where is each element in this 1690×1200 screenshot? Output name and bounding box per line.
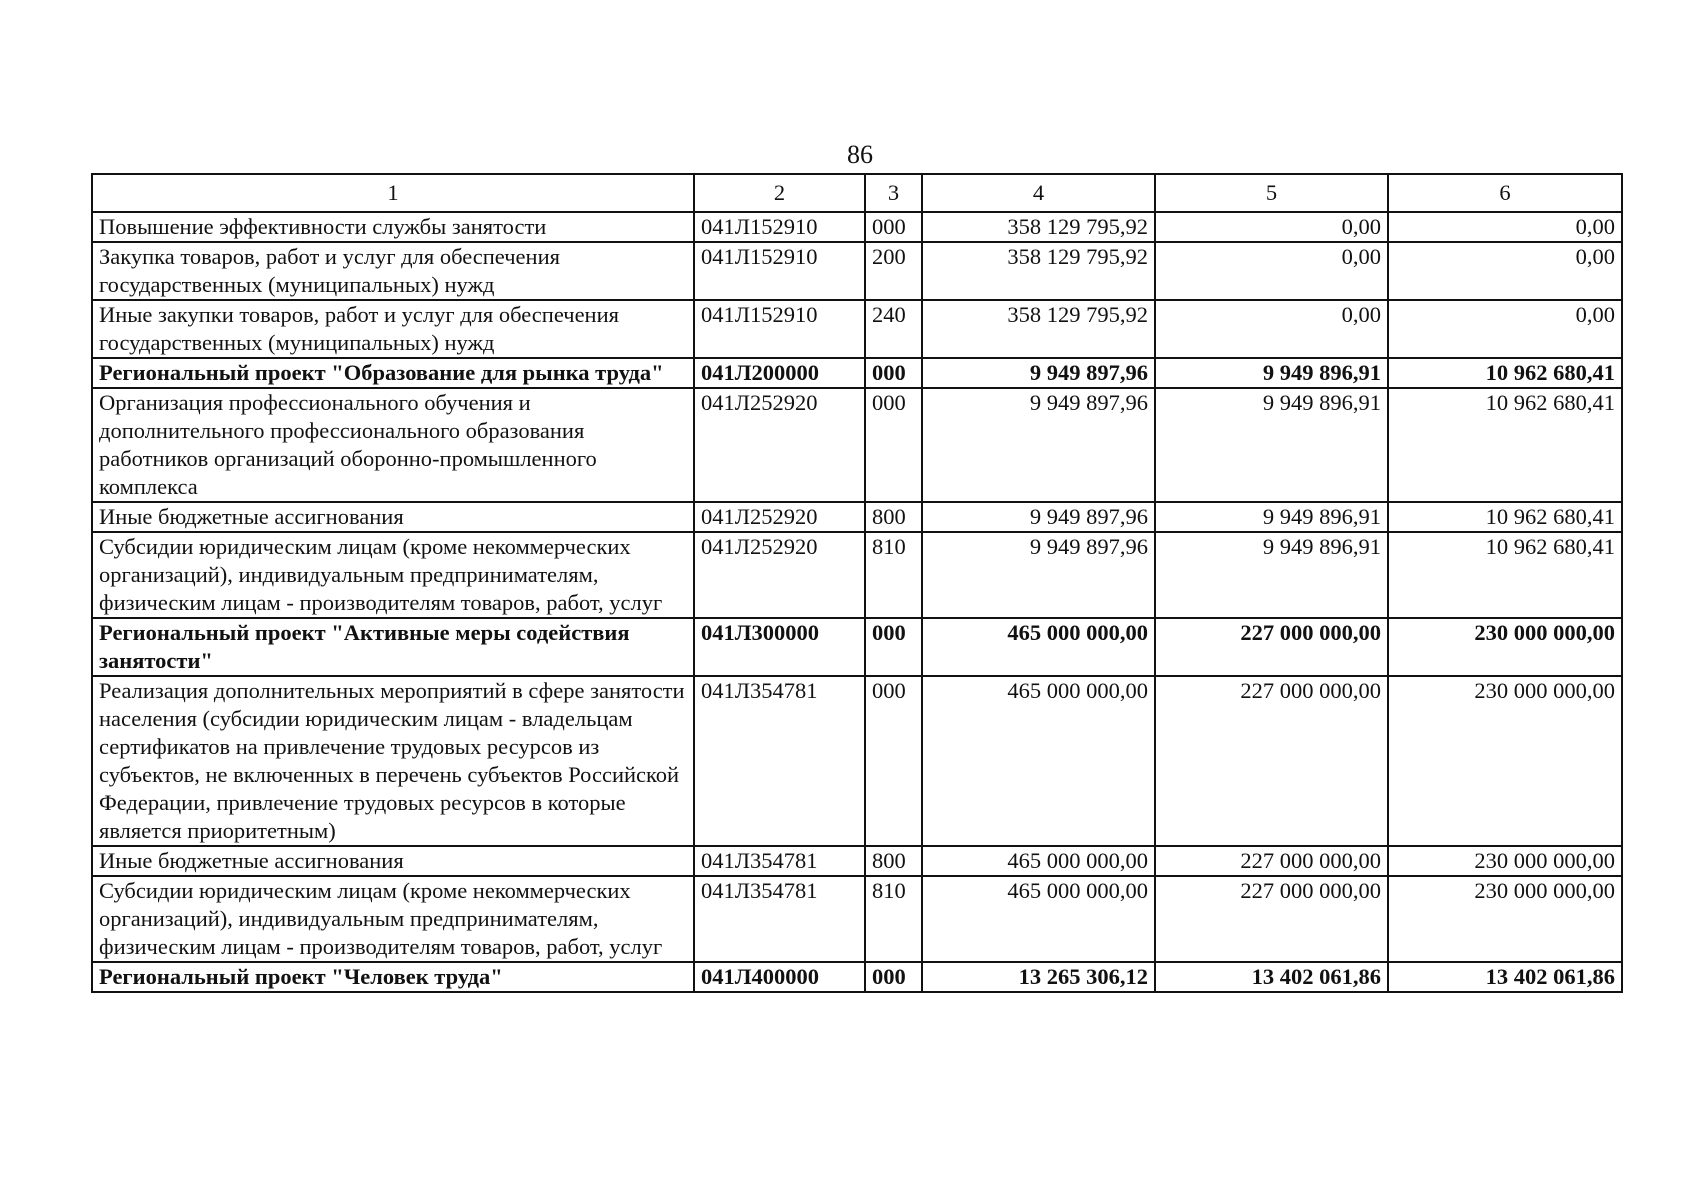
row-code: 041Л252920: [694, 502, 865, 532]
row-name: Субсидии юридическим лицам (кроме некоммерческих организаций), индивидуальным предпринимателям, физическим лицам - производителям товаров, работ, услуг: [92, 876, 694, 962]
row-name: Повышение эффективности службы занятости: [92, 212, 694, 242]
row-value-4: 465 000 000,00: [922, 618, 1155, 676]
row-value-4: 358 129 795,92: [922, 242, 1155, 300]
row-type: 000: [865, 388, 922, 502]
header-cell-3: 3: [865, 174, 922, 212]
row-value-5: 0,00: [1155, 242, 1388, 300]
table-row: [92, 242, 1622, 300]
table-row: [92, 876, 1622, 962]
row-type: 000: [865, 962, 922, 992]
header-cell-6: 6: [1388, 174, 1622, 212]
row-value-5: 227 000 000,00: [1155, 618, 1388, 676]
row-type: 000: [865, 212, 922, 242]
header-cell-4: 4: [922, 174, 1155, 212]
row-type: 200: [865, 242, 922, 300]
row-value-5: 227 000 000,00: [1155, 846, 1388, 876]
row-name: Региональный проект "Образование для рынка труда": [92, 358, 694, 388]
row-type: 240: [865, 300, 922, 358]
row-value-4: 9 949 897,96: [922, 358, 1155, 388]
row-type: 810: [865, 532, 922, 618]
row-type: 000: [865, 676, 922, 846]
row-value-6: 10 962 680,41: [1388, 502, 1622, 532]
budget-table: [91, 173, 1623, 993]
row-code: 041Л152910: [694, 242, 865, 300]
header-row: [92, 174, 1622, 212]
row-value-6: 13 402 061,86: [1388, 962, 1622, 992]
row-value-6: 0,00: [1388, 300, 1622, 358]
row-type: 800: [865, 502, 922, 532]
row-value-4: 13 265 306,12: [922, 962, 1155, 992]
row-value-5: 9 949 896,91: [1155, 502, 1388, 532]
row-code: 041Л400000: [694, 962, 865, 992]
row-type: 000: [865, 358, 922, 388]
row-name: Иные бюджетные ассигнования: [92, 502, 694, 532]
row-value-5: 9 949 896,91: [1155, 388, 1388, 502]
row-type: 800: [865, 846, 922, 876]
row-value-6: 230 000 000,00: [1388, 618, 1622, 676]
row-value-6: 230 000 000,00: [1388, 676, 1622, 846]
row-value-5: 13 402 061,86: [1155, 962, 1388, 992]
row-code: 041Л252920: [694, 388, 865, 502]
table-row-section: [92, 358, 1622, 388]
table-row: [92, 846, 1622, 876]
row-value-6: 230 000 000,00: [1388, 846, 1622, 876]
table-row: [92, 502, 1622, 532]
table-row-section: [92, 618, 1622, 676]
row-name: Организация профессионального обучения и дополнительного профессионального образования работников организаций оборонно-промышленного комплекса: [92, 388, 694, 502]
row-value-4: 465 000 000,00: [922, 676, 1155, 846]
row-name: Региональный проект "Человек труда": [92, 962, 694, 992]
header-cell-5: 5: [1155, 174, 1388, 212]
row-code: 041Л300000: [694, 618, 865, 676]
header-cell-1: 1: [92, 174, 694, 212]
row-name: Иные закупки товаров, работ и услуг для обеспечения государственных (муниципальных) нужд: [92, 300, 694, 358]
table-row: [92, 300, 1622, 358]
row-value-5: 9 949 896,91: [1155, 532, 1388, 618]
row-type: 000: [865, 618, 922, 676]
page-number: 86: [847, 140, 873, 169]
row-value-6: 0,00: [1388, 242, 1622, 300]
table-row-section: [92, 962, 1622, 992]
row-value-5: 227 000 000,00: [1155, 676, 1388, 846]
row-value-4: 9 949 897,96: [922, 532, 1155, 618]
row-name: Реализация дополнительных мероприятий в сфере занятости населения (субсидии юридическим лицам - владельцам сертификатов на привлечение трудовых ресурсов из субъектов, не включенных в перечень субъектов Российской Федерации, привлечение трудовых ресурсов в которые является приоритетным): [92, 676, 694, 846]
row-value-5: 9 949 896,91: [1155, 358, 1388, 388]
row-value-5: 0,00: [1155, 212, 1388, 242]
row-type: 810: [865, 876, 922, 962]
row-value-4: 358 129 795,92: [922, 212, 1155, 242]
table-row: [92, 676, 1622, 846]
row-name: Субсидии юридическим лицам (кроме некоммерческих организаций), индивидуальным предпринимателям, физическим лицам - производителям товаров, работ, услуг: [92, 532, 694, 618]
row-value-6: 10 962 680,41: [1388, 532, 1622, 618]
row-name: Региональный проект "Активные меры содействия занятости": [92, 618, 694, 676]
table-row: [92, 212, 1622, 242]
row-code: 041Л200000: [694, 358, 865, 388]
row-value-6: 10 962 680,41: [1388, 388, 1622, 502]
row-name: Закупка товаров, работ и услуг для обеспечения государственных (муниципальных) нужд: [92, 242, 694, 300]
row-value-4: 465 000 000,00: [922, 846, 1155, 876]
row-value-4: 358 129 795,92: [922, 300, 1155, 358]
table-row: [92, 532, 1622, 618]
row-code: 041Л152910: [694, 300, 865, 358]
row-value-6: 0,00: [1388, 212, 1622, 242]
table-row: [92, 388, 1622, 502]
header-cell-2: 2: [694, 174, 865, 212]
row-value-5: 0,00: [1155, 300, 1388, 358]
row-code: 041Л354781: [694, 876, 865, 962]
row-value-5: 227 000 000,00: [1155, 876, 1388, 962]
row-code: 041Л354781: [694, 846, 865, 876]
row-value-6: 10 962 680,41: [1388, 358, 1622, 388]
row-code: 041Л252920: [694, 532, 865, 618]
row-value-4: 9 949 897,96: [922, 502, 1155, 532]
row-value-4: 9 949 897,96: [922, 388, 1155, 502]
row-code: 041Л354781: [694, 676, 865, 846]
row-value-4: 465 000 000,00: [922, 876, 1155, 962]
row-code: 041Л152910: [694, 212, 865, 242]
row-value-6: 230 000 000,00: [1388, 876, 1622, 962]
row-name: Иные бюджетные ассигнования: [92, 846, 694, 876]
